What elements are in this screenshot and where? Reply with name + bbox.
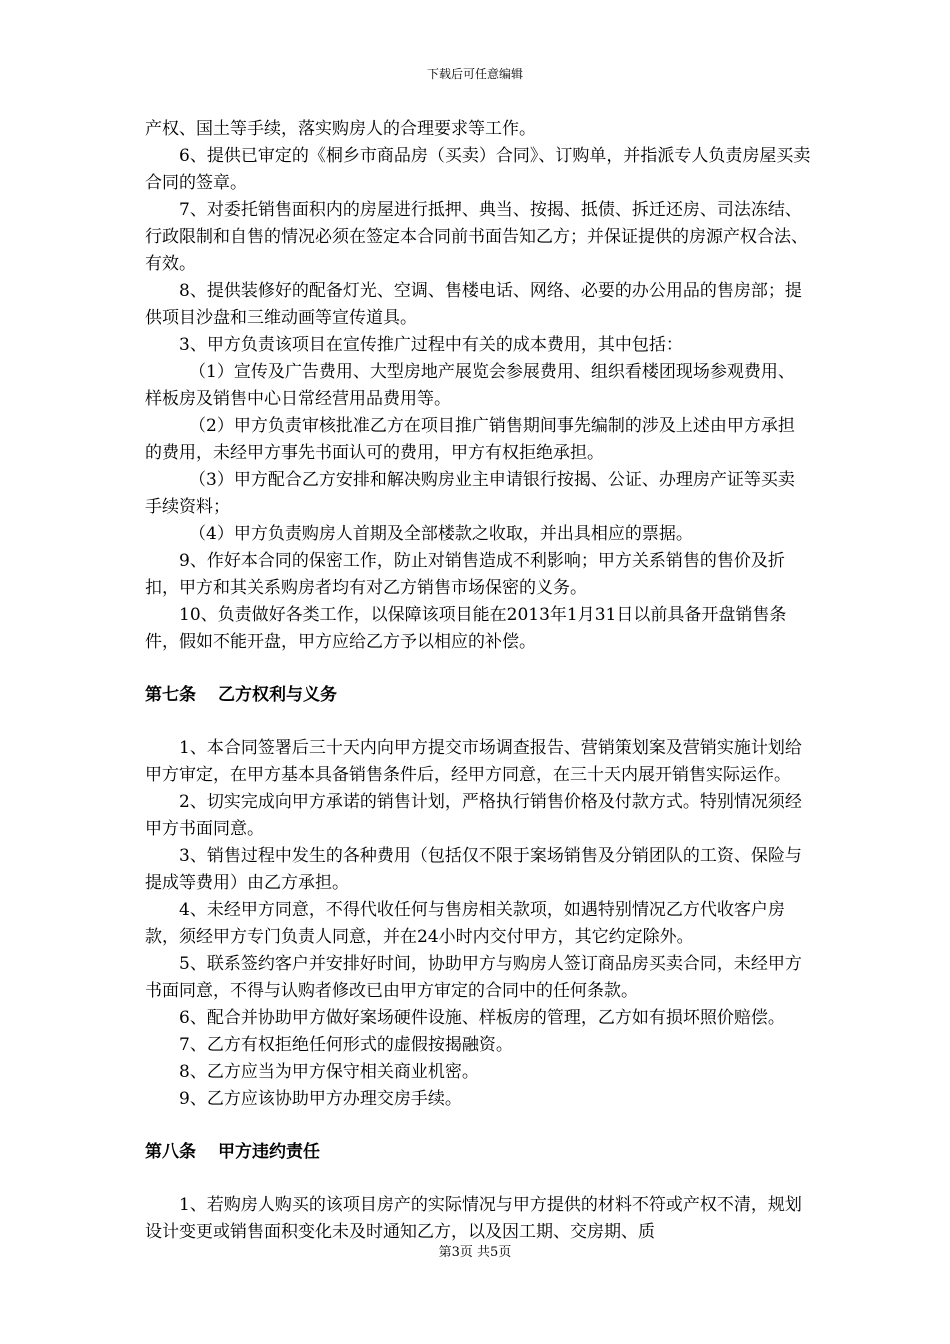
article-7-heading	[145, 682, 811, 709]
article-7-item-2: 2、切实完成向甲方承诺的销售计划，严格执行销售价格及付款方式。特别情况须经甲方书面同意。	[145, 792, 802, 839]
article-8-number: 第八条	[145, 1142, 196, 1162]
paragraph-continuation: 产权、国土等手续，落实购房人的合理要求等工作。	[145, 119, 536, 139]
article-8-title: 甲方违约责任	[218, 1142, 320, 1162]
article-7-item-3: 3、销售过程中发生的各种费用（包括仅不限于案场销售及分销团队的工资、保险与提成等费用）由乙方承担。	[145, 846, 802, 893]
article-8-heading	[145, 1139, 811, 1166]
article-7-item-5: 5、联系签约客户并安排好时间，协助甲方与购房人签订商品房买卖合同，未经甲方书面同意，不得与认购者修改已由甲方审定的合同中的任何条款。	[145, 954, 802, 1001]
paragraph-sub-3: （3）甲方配合乙方安排和解决购房业主申请银行按揭、公证、办理房产证等买卖手续资料；	[145, 470, 795, 517]
article-7-title: 乙方权利与义务	[218, 685, 337, 705]
paragraph-item-9: 9、作好本合同的保密工作，防止对销售造成不利影响；甲方关系销售的售价及折扣，甲方和其关系购房者均有对乙方销售市场保密的义务。	[145, 551, 785, 598]
article-7-item-6: 6、配合并协助甲方做好案场硬件设施、样板房的管理，乙方如有损坏照价赔偿。	[179, 1008, 785, 1028]
paragraph-item-6: 6、提供已审定的《桐乡市商品房（买卖）合同》、订购单，并指派专人负责房屋买卖合同的签章。	[145, 146, 811, 193]
paragraph-item-3-costs: 3、甲方负责该项目在宣传推广过程中有关的成本费用，其中包括：	[179, 335, 683, 355]
paragraph-item-10: 10、负责做好各类工作，以保障该项目能在2013年1月31日以前具备开盘销售条件，假如不能开盘，甲方应给乙方予以相应的补偿。	[145, 605, 787, 652]
document-body	[145, 116, 811, 1246]
page-footer: 第3页 共5页	[438, 1245, 512, 1260]
paragraph-sub-4: （4）甲方负责购房人首期及全部楼款之收取，并出具相应的票据。	[189, 524, 693, 544]
article-7-item-8: 8、乙方应当为甲方保守相关商业机密。	[179, 1062, 479, 1082]
article-8-item-1: 1、若购房人购买的该项目房产的实际情况与甲方提供的材料不符或产权不清，规划设计变更或销售面积变化未及时通知乙方，以及因工期、交房期、质	[145, 1195, 802, 1242]
paragraph-sub-1: （1）宣传及广告费用、大型房地产展览会参展费用、组织看楼团现场参观费用、样板房及销售中心日常经营用品费用等。	[145, 362, 795, 409]
paragraph-item-8: 8、提供装修好的配备灯光、空调、售楼电话、网络、必要的办公用品的售房部；提供项目沙盘和三维动画等宣传道具。	[145, 281, 802, 328]
article-7-number: 第七条	[145, 685, 196, 705]
page-header: 下载后可任意编辑	[426, 67, 523, 81]
article-7-item-9: 9、乙方应该协助甲方办理交房手续。	[179, 1089, 462, 1109]
paragraph-item-7: 7、对委托销售面积内的房屋进行抵押、典当、按揭、抵债、拆迁还房、司法冻结、行政限制和自售的情况必须在签定本合同前书面告知乙方；并保证提供的房源产权合法、有效。	[145, 200, 808, 274]
paragraph-sub-2: （2）甲方负责审核批准乙方在项目推广销售期间事先编制的涉及上述由甲方承担的费用，未经甲方事先书面认可的费用，甲方有权拒绝承担。	[145, 416, 795, 463]
article-7-item-4: 4、未经甲方同意，不得代收任何与售房相关款项，如遇特别情况乙方代收客户房款，须经甲方专门负责人同意，并在24小时内交付甲方，其它约定除外。	[145, 900, 785, 947]
article-7-item-1: 1、本合同签署后三十天内向甲方提交市场调查报告、营销策划案及营销实施计划给甲方审定，在甲方基本具备销售条件后，经甲方同意，在三十天内展开销售实际运作。	[145, 738, 802, 785]
article-7-item-7: 7、乙方有权拒绝任何形式的虚假按揭融资。	[179, 1035, 513, 1055]
